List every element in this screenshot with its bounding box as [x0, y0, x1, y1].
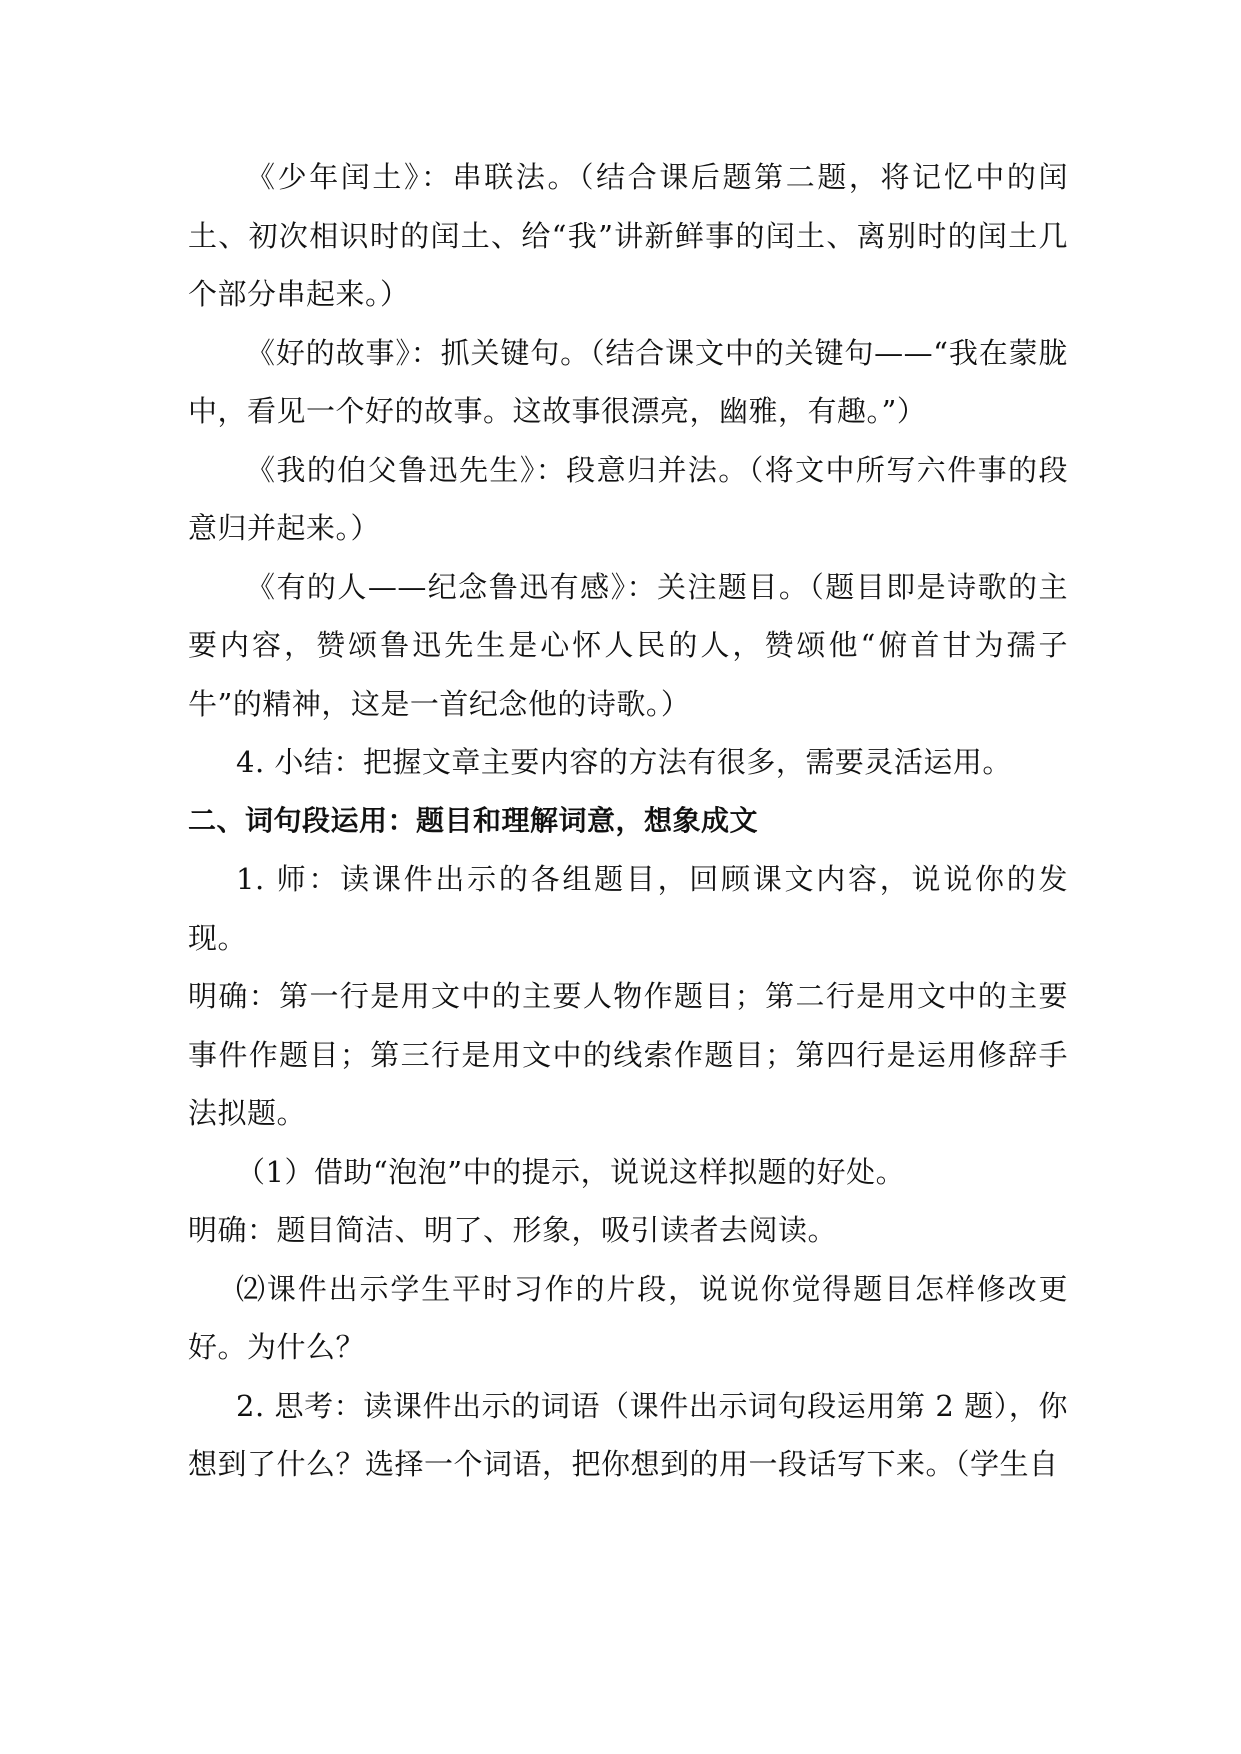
paragraph-shaonian-runtu: 《少年闰土》：串联法。（结合课后题第二题，将记忆中的闰土、初次相识时的闰土、给“我”讲新鲜事的闰土、离别时的闰土几个部分串起来。） [188, 160, 1068, 311]
paragraph-revise-title: ⑵课件出示学生平时习作的片段，说说你觉得题目怎样修改更好。为什么？ [188, 1271, 1068, 1364]
paragraph-teacher-prompt: 1. 师：读课件出示的各组题目，回顾课文内容，说说你的发现。 [188, 862, 1068, 955]
paragraph-think-words: 2. 思考：读课件出示的词语（课件出示词句段运用第 2 题），你想到了什么？选择一个词语，把你想到的用一段话写下来。（学生自 [188, 1388, 1068, 1481]
paragraph-summary: 4. 小结：把握文章主要内容的方法有很多，需要灵活运用。 [236, 745, 1012, 779]
section-heading: 二、词句段运用：题目和理解词意，想象成文 [188, 803, 759, 837]
paragraph-clarify-titles: 明确：第一行是用文中的主要人物作题目；第二行是用文中的主要事件作题目；第三行是用文中的线索作题目；第四行是运用修辞手法拟题。 [188, 979, 1068, 1130]
paragraph-clarify-benefits: 明确：题目简洁、明了、形象，吸引读者去阅读。 [188, 1213, 838, 1247]
paragraph-bofu-luxun: 《我的伯父鲁迅先生》：段意归并法。（将文中所写六件事的段意归并起来。） [188, 452, 1068, 545]
paragraph-bubble-hint: （1）借助“泡泡”中的提示，说说这样拟题的好处。 [236, 1154, 906, 1189]
document-body [188, 148, 1068, 1494]
paragraph-you-de-ren: 《有的人——纪念鲁迅有感》：关注题目。（题目即是诗歌的主要内容，赞颂鲁迅先生是心怀人民的人，赞颂他“俯首甘为孺子牛”的精神，这是一首纪念他的诗歌。） [188, 569, 1068, 721]
paragraph-hao-de-gushi: 《好的故事》：抓关键句。（结合课文中的关键句——“我在蒙胧中，看见一个好的故事。这故事很漂亮，幽雅，有趣。”） [188, 335, 1068, 428]
